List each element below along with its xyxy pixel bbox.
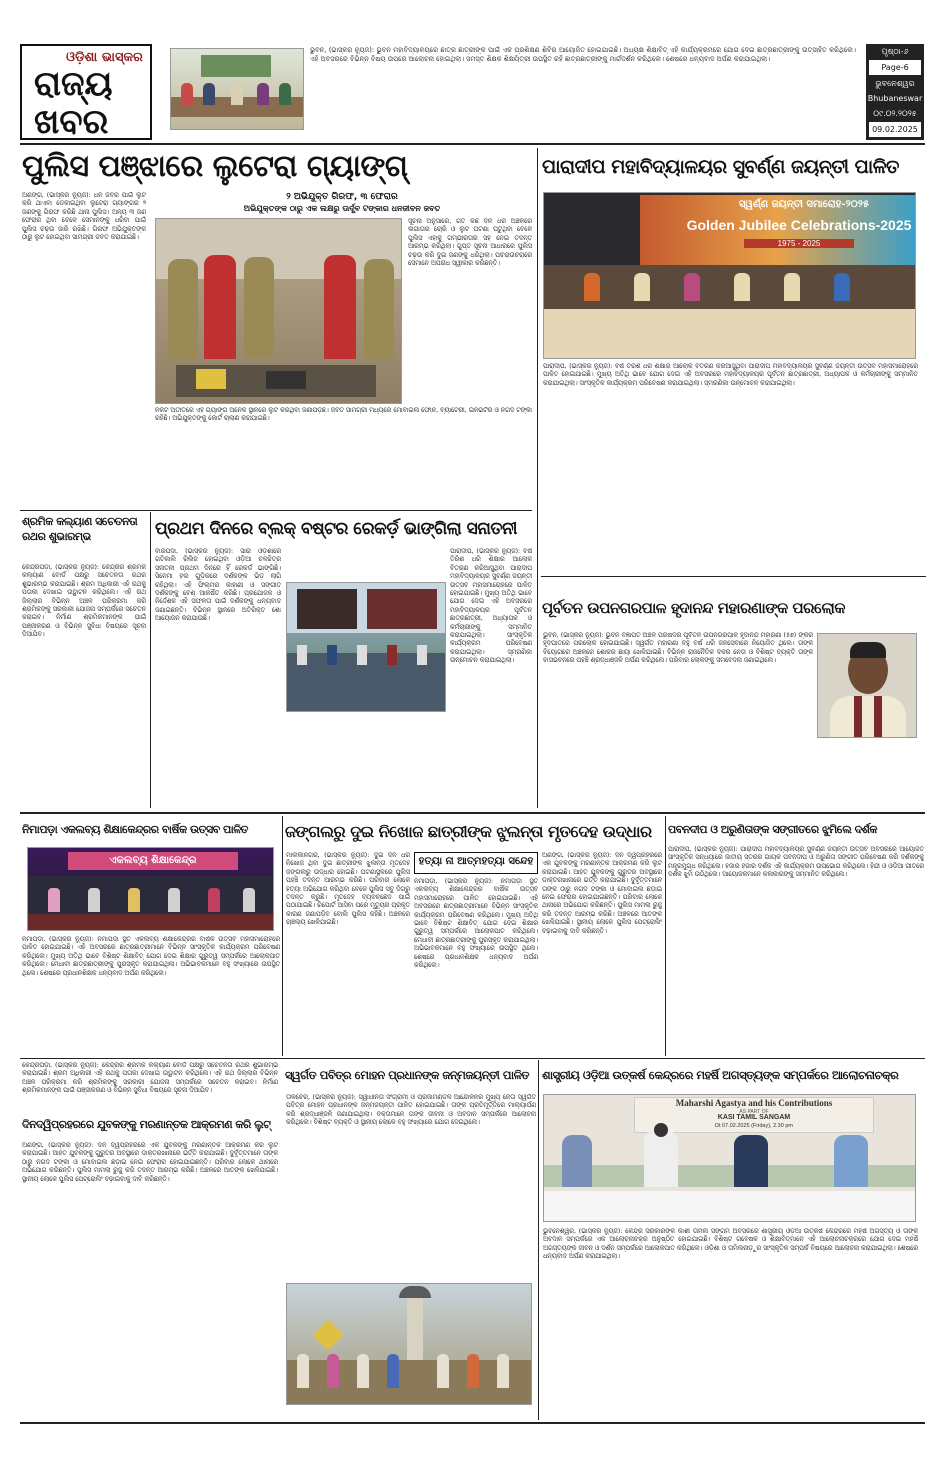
jubilee-banner-en: Golden Jubilee Celebrations-2025: [686, 217, 912, 233]
top-story-photo: [170, 48, 304, 130]
story8-text: ପାରାଦୀପ, (ଭାସ୍କର ନ୍ୟୁଜ): ପାରାଦୀପ ମହାବିଦ୍ୟାଳୟର ସୁବର୍ଣ୍ଣ ଜୟନ୍ତୀ ଉତ୍ସବ ଅବସରରେ ଆୟୋଜିତ ସାଂସ୍କୃତିକ ସନ୍ଧ୍ୟାରେ ଜାତୀୟ ସ୍ତରର ଗାୟକ ପବନଦୀପ ଓ ଅରୁଣିତା ସଙ୍ଗୀତ ପରିବେଷଣ କରି ଦର୍ଶକଙ୍କୁ ମନ୍ତ୍ରମୁଗ୍ଧ କରିଥିଲେ। ହଜାର ହଜାର ଦର୍ଶକ ଏହି କାର୍ଯ୍ୟକ୍ରମ ଉପଭୋଗ କରିଥିଲେ। ହିନ୍ଦୀ ଓ ଓଡ଼ିଆ ଗୀତରେ ଦର୍ଶକ ଝୁମି ଉଠିଥିଲେ। ଆୟୋଜକମାନେ କଳାକାରଙ୍କୁ ସମ୍ମାନିତ କରିଥିଲେ।: [668, 846, 924, 879]
masthead-line-2: ଖବର: [34, 102, 109, 142]
story1-subhead-1: ୨ ଅଭିଯୁକ୍ତ ଗିରଫ, ୩ ଫେରାର: [286, 192, 398, 202]
story5-headline: ପୂର୍ବତନ ଉପନଗରପାଳ ହୃଦାନନ୍ଦ ମହାରଣାଙ୍କ ପରଲୋକ: [542, 599, 845, 617]
column-divider-3: [282, 816, 283, 1056]
story9-headline: ଦିନଦ୍ୱିପ୍ରହରରେ ଯୁବକଙ୍କୁ ମରଣାନ୍ତକ ଆକ୍ରମଣ କରି ଲୁଟ୍: [22, 1118, 271, 1131]
story7-text-col3: ଅଣଙ୍ଗ, (ଭାସ୍କର ନ୍ୟୁଜ): ଦିନ ଦ୍ୱିପ୍ରହରରେ ଏକ ଯୁବକଙ୍କୁ ମରଣାନ୍ତକ ଆକ୍ରମଣ କରି ଲୁଟ କରାଯାଇଛି। ଆହତ ଯୁବକଙ୍କୁ ଗୁରୁତର ଅବସ୍ଥାରେ ଡାକ୍ତରଖାନାରେ ଭର୍ତ୍ତି କରାଯାଇଛି। ଦୁର୍ବୃତ୍ତମାନେ ତାଙ୍କ ଠାରୁ ନଗଦ ଟଙ୍କା ଓ ମୋବାଇଲ ଛଡ଼ାଇ ନେଇ ଫେରାର ହୋଇଯାଇଛନ୍ତି। ପରିବାର ଲୋକେ ଥାନାରେ ଅଭିଯୋଗ କରିଛନ୍ତି। ପୁଲିସ ମାମଲା ରୁଜୁ କରି ତଦନ୍ତ ଆରମ୍ଭ କରିଛି। ଅଞ୍ଚଳରେ ଆତଙ୍କ ଖେଳିଯାଇଛି। ସ୍ଥାନୀୟ ଲୋକେ ପୁଲିସ ପେଟ୍ରୋଲିଂ ବଢ଼ାଇବାକୁ ଦାବି କରିଛନ୍ତି।: [542, 852, 662, 935]
story11-text: ଭୁବନେଶ୍ୱର, (ଭାସ୍କର ନ୍ୟୁଜ): କେନ୍ଦ୍ର ସରକାରଙ୍କ କାଶୀ ତାମିଲ ସଙ୍ଗମ ଅବସରରେ ଶାସ୍ତ୍ରୀୟ ଓଡ଼ିଆ ଉତ୍କର୍ଷ କେନ୍ଦ୍ରରେ ମହର୍ଷି ଅଗସ୍ତ୍ୟ ଓ ତାଙ୍କ ଅବଦାନ ସମ୍ପର୍କରେ ଏକ ଆଲୋଚନାଚକ୍ର ଅନୁଷ୍ଠିତ ହୋଇଯାଇଛି। ବିଶିଷ୍ଟ ଗବେଷକ ଓ ଶିକ୍ଷାବିତ୍ମାନେ ଏହି ଆଲୋଚନାଚକ୍ରରେ ଯୋଗ ଦେଇ ମହର୍ଷି ଅଗସ୍ତ୍ୟଙ୍କ ଜୀବନ ଓ ଦର୍ଶନ ସମ୍ପର୍କରେ ଆଲୋକପାତ କରିଥିଲେ। ଓଡ଼ିଶା ଓ ତାମିଲନାଡ଼ୁର ସାଂସ୍କୃତିକ ସମ୍ପର୍କ ବିଷୟରେ ଆଲୋଚନା କରାଯାଇଥିଲା। ଶେଷରେ ଧନ୍ୟବାଦ ଅର୍ପଣ କରାଯାଇଥିଲା।: [543, 1228, 918, 1261]
story6-headline: ନିମାପଡ଼ା ଏକଲବ୍ୟ ଶିକ୍ଷାକେନ୍ଦ୍ରର ବାର୍ଷିକ ଉତ୍ସବ ପାଳିତ: [22, 823, 249, 836]
story2-divider: [541, 576, 926, 577]
story8-headline: ପବନଦୀପ ଓ ଅରୁଣିତାଙ୍କ ସଙ୍ଗୀତରେ ଝୁମିଲେ ଦର୍ଶକ: [668, 823, 878, 836]
story9-text: ଅଣଙ୍ଗ, (ଭାସ୍କର ନ୍ୟୁଜ): ଦିନ ଦ୍ୱିପ୍ରହରରେ ଏକ ଯୁବକଙ୍କୁ ମରଣାନ୍ତକ ଆକ୍ରମଣ କରି ଲୁଟ କରାଯାଇଛି। ଆହତ ଯୁବକଙ୍କୁ ଗୁରୁତର ଅବସ୍ଥାରେ ଡାକ୍ତରଖାନାରେ ଭର୍ତ୍ତି କରାଯାଇଛି। ଦୁର୍ବୃତ୍ତମାନେ ତାଙ୍କ ଠାରୁ ନଗଦ ଟଙ୍କା ଓ ମୋବାଇଲ ଛଡ଼ାଇ ନେଇ ଫେରାର ହୋଇଯାଇଛନ୍ତି। ପରିବାର ଲୋକେ ଥାନାରେ ଅଭିଯୋଗ କରିଛନ୍ତି। ପୁଲିସ ମାମଲା ରୁଜୁ କରି ତଦନ୍ତ ଆରମ୍ଭ କରିଛି। ଅଞ୍ଚଳରେ ଆତଙ୍କ ଖେଳିଯାଇଛି। ସ୍ଥାନୀୟ ଲୋକେ ପୁଲିସ ପେଟ୍ରୋଲିଂ ବଢ଼ାଇବାକୁ ଦାବି କରିଛନ୍ତି।: [22, 1142, 278, 1183]
story3-text: କେନ୍ଦ୍ରପଡ଼ା, (ଭାସ୍କର ନ୍ୟୁଜ): କେନ୍ଦ୍ରର ଶ୍ରମିକ କଲ୍ୟାଣ ବୋର୍ଡ ପକ୍ଷରୁ ସଚେତନତା ରଥର ଶୁଭାରମ୍ଭ କରାଯାଇଛି। ଶ୍ରମ ଅଧିକାରୀ ଏହି ରଥକୁ ପତାକା ଦେଖାଇ ଉଦ୍ଘାଟନ କରିଥିଲେ। ଏହି ରଥ ଜିଲ୍ଲାର ବିଭିନ୍ନ ଅଞ୍ଚଳ ପରିକ୍ରମା କରି ଶ୍ରମିକଙ୍କୁ ସରକାରୀ ଯୋଜନା ସମ୍ପର୍କରେ ସଚେତନ କରାଇବ। ନିର୍ମାଣ ଶ୍ରମିକମାନଙ୍କ ପାଇଁ ପଞ୍ଜୀକରଣ ଓ ବିଭିନ୍ନ ସୁବିଧା ବିଷୟରେ ସୂଚନା ଦିଆଯିବ।: [22, 564, 146, 639]
column-divider-5: [538, 1060, 539, 1420]
story3-headline: ଶ୍ରମିକ କଲ୍ୟାଣ ସଚେତନତା ରଥର ଶୁଭାରମ୍ଭ: [22, 515, 138, 543]
column-divider-2: [150, 512, 151, 808]
story5-text: ଭୁବନ, (ଭାସ୍କର ନ୍ୟୁଜ): ଭୁବନ ବିଜ୍ଞାପିତ ଅଞ୍ଚଳ ପରିଷଦର ପୂର୍ବତନ ଉପନଗରପାଳ ହୃଦାନନ୍ଦ ମହାରଣା (୫୭) ଙ୍କର ହୃଦଘାତରେ ପରଲୋକ ହୋଇଯାଇଛି। ସ୍ୱର୍ଗତ ମହାରଣା ବହୁ ବର୍ଷ ଧରି ଜନସେବାରେ ନିୟୋଜିତ ଥିଲେ। ତାଙ୍କ ବିୟୋଗରେ ଅଞ୍ଚଳରେ ଶୋକର ଛାୟା ଖେଳିଯାଇଛି। ବିଭିନ୍ନ ରାଜନୈତିକ ଦଳର ନେତା ଓ ବିଶିଷ୍ଟ ବ୍ୟକ୍ତି ତାଙ୍କ ବାସଭବନରେ ପହଞ୍ଚି ଶ୍ରଦ୍ଧାଞ୍ଜଳି ଅର୍ପଣ କରିଥିଲେ। ପରିବାର ଲୋକଙ୍କୁ ସମବେଦନା ଜଣାଇଥିଲେ।: [543, 632, 813, 665]
story6-photo: [27, 847, 274, 931]
story7-text-cont: ନିମାପଡ଼ା, (ଭାସ୍କର ନ୍ୟୁଜ): ନିମାପଡ଼ା ସ୍ଥିତ ଏକଲବ୍ୟ ଶିକ୍ଷାକେନ୍ଦ୍ରର ବାର୍ଷିକ ଉତ୍ସବ ମହାସମାରୋହରେ ପାଳିତ ହୋଇଯାଇଛି। ଏହି ଅବସରରେ ଛାତ୍ରଛାତ୍ରୀମାନେ ବିଭିନ୍ନ ସାଂସ୍କୃତିକ କାର୍ଯ୍ୟକ୍ରମ ପରିବେଷଣ କରିଥିଲେ। ମୁଖ୍ୟ ଅତିଥି ଭାବେ ବିଶିଷ୍ଟ ଶିକ୍ଷାବିତ୍ ଯୋଗ ଦେଇ ଶିକ୍ଷାର ଗୁରୁତ୍ୱ ସମ୍ପର୍କରେ ଆଲୋକପାତ କରିଥିଲେ। ମେଧାବୀ ଛାତ୍ରଛାତ୍ରୀଙ୍କୁ ପୁରସ୍କୃତ କରାଯାଇଥିଲା। ଅଭିଭାବକମାନେ ବହୁ ସଂଖ୍ୟାରେ ଉପସ୍ଥିତ ଥିଲେ। ଶେଷରେ ପ୍ରଧାନଶିକ୍ଷକ ଧନ୍ୟବାଦ ଅର୍ପଣ କରିଥିଲେ।: [414, 878, 538, 970]
story6-divider: [20, 1058, 282, 1059]
story4-text-cont: ପାରାଦୀପ, (ଭାସ୍କର ନ୍ୟୁଜ): ବର୍ଷ ତିରିଶ ଧରି ଶିକ୍ଷାର ଆଲୋକ ବିତରଣ କରିଆସୁଥିବା ପାରାଦୀପ ମହାବିଦ୍ୟାଳୟର ସୁବର୍ଣ୍ଣ ଜୟନ୍ତୀ ଉତ୍ସବ ମହାସମାରୋହରେ ପାଳିତ ହୋଇଯାଇଛି। ମୁଖ୍ୟ ଅତିଥି ଭାବେ ଯୋଗ ଦେଇ ଏହି ଅବସରରେ ମହାବିଦ୍ୟାଳୟର ପୂର୍ବତନ ଛାତ୍ରଛାତ୍ରୀ, ଅଧ୍ୟାପକ ଓ କର୍ମଚାରୀଙ୍କୁ ସମ୍ମାନିତ କରାଯାଇଥିଲା। ସାଂସ୍କୃତିକ କାର୍ଯ୍ୟକ୍ରମ ପରିବେଷଣ କରାଯାଇଥିଲା। ସ୍ମରଣିକା ଉନ୍ମୋଚନ କରାଯାଇଥିଲା।: [450, 548, 532, 665]
story4-text: ବାରିପଦା, (ଭାସ୍କର ନ୍ୟୁଜ): ସାରା ଓଡ଼ିଶାରେ ଗତିକାଲି ରିଲିଜ ହୋଇଥିବା ଓଡ଼ିଆ ଚଳଚ୍ଚିତ୍ର ସନାତନୀ ପ୍ରଥମ ଦିନରେ ହିଁ ରେକର୍ଡ ଭାଙ୍ଗିଛି। ସିନେମା ହଲ ଗୁଡ଼ିକରେ ଦର୍ଶକଙ୍କ ଭିଡ଼ ଲାଗି ରହିଥିଲା। ଏହି ଫିଲ୍ମର କାହାଣୀ ଓ ସଙ୍ଗୀତ ଦର୍ଶକଙ୍କୁ ବେଶ୍ ଆକର୍ଷିତ କରିଛି। ପ୍ରଯୋଜକ ଓ ନିର୍ଦ୍ଦେଶକ ଏହି ସଫଳତା ପାଇଁ ଦର୍ଶକଙ୍କୁ ଧନ୍ୟବାଦ ଜଣାଇଛନ୍ତି। ବିଭିନ୍ନ ସ୍ଥାନରେ ଅତିରିକ୍ତ ଶୋ ଆୟୋଜନ କରାଯାଉଛି।: [155, 548, 281, 623]
story7-headline: ଜଙ୍ଗଲରୁ ଦୁଇ ନିଖୋଜ ଛାତ୍ରୀଙ୍କ ଝୁଲନ୍ତା ମୃତଦେହ ଉଦ୍ଧାର: [285, 822, 652, 841]
story5-portrait: [817, 633, 917, 738]
story11-banner-title: Maharshi Agastya and his Contributions: [675, 1098, 833, 1108]
story1-text-a: ଅଣଙ୍ଗ, (ଭାସ୍କର ନ୍ୟୁଜ): ଧନ ଜବର ପାଇଁ ଲୁଟ କରି ଥାଏବା ଡେକାଇଥିବା ଲୁଟେରା ଗ୍ୟାଙ୍ଗର ୨ ଜଣଙ୍କୁ ଗିରଫ କରିଛି ଥାନା ପୁଲିସ। ଅନ୍ୟ ୩ ଜଣ ଫେରାର ଥିବା ବେଳେ ସେମାନଙ୍କୁ ଧରିବା ପାଇଁ ପୁଲିସ ଚଢ଼ଉ ଜାରି ରଖିଛି। ଗିରଫ ଅଭିଯୁକ୍ତଙ୍କ ଠାରୁ ଲୁଟ ହୋଇଥିବା ସାମଗ୍ରୀ ଜବତ କରାଯାଇଛି।: [22, 192, 146, 242]
page-info: [866, 44, 924, 140]
story11-photo: [543, 1094, 916, 1222]
story11-banner-sub: AS PART OF: [739, 1109, 769, 1115]
story11-banner-date: Dt 07.02.2025 (Friday), 2.30 pm: [715, 1123, 793, 1129]
masthead-paper-name: ଓଡ଼ିଶା ଭାସ୍କର: [66, 50, 143, 65]
top-story-text: ଭୁବନ, (ଭାସ୍କର ନ୍ୟୁଜ): ଭୁବନ ମହାବିଦ୍ୟାଳୟରେ ଛାତ୍ର ଛାତ୍ରୀଙ୍କ ପାଇଁ ଏକ ପ୍ରଶିକ୍ଷଣ ଶିବିର ଆୟୋଜିତ ହୋଇଯାଇଛି। ଅଧ୍ୟକ୍ଷ ଶିକ୍ଷାବିତ୍ ଏହି କାର୍ଯ୍ୟକ୍ରମରେ ଯୋଗ ଦେଇ ଛାତ୍ରଛାତ୍ରୀଙ୍କୁ ଉତ୍ସାହିତ କରିଥିଲେ। ଏହି ଅବସରରେ ବିଭିନ୍ନ ବିଷୟ ଉପରେ ଆଲୋଚନା ହୋଇଥିଲା। ସମସ୍ତ ଶିକ୍ଷକ ଶିକ୍ଷୟିତ୍ରୀ ଉପସ୍ଥିତ ରହି ଛାତ୍ରଛାତ୍ରୀଙ୍କୁ ମାର୍ଗଦର୍ଶନ କରିଥିଲେ। ଶେଷରେ ଧନ୍ୟବାଦ ଅର୍ପଣ କରାଯାଇଥିଲା।: [310, 46, 856, 63]
story1-text-b: ସୂଚନା ଅନୁସାରେ, ଗତ କିଛି ଦିନ ଧରି ଅଞ୍ଚଳରେ ଲଗାତାର ଚୋରି ଓ ଲୁଟ ଘଟଣା ଘଟୁଥିବା ବେଳେ ପୁଲିସ ଏହାକୁ ଗମ୍ଭୀରତାର ସହ ନେଇ ତଦନ୍ତ ଆରମ୍ଭ କରିଥିଲା। ଗୁପ୍ତ ସୂଚନା ଆଧାରରେ ପୁଲିସ ଚଢ଼ଉ କରି ଦୁଇ ଜଣଙ୍କୁ ଧରିଥିଲା। ପଚରାଉଚରାରେ ସେମାନେ ଅପରାଧ ସ୍ୱୀକାର କରିଛନ୍ତି।: [408, 218, 532, 268]
city-odia: ଭୁବନେଶ୍ୱର: [875, 79, 915, 88]
lower-divider: [282, 1058, 925, 1059]
date-odia: ୦୯.୦୨.୨୦୨୫: [873, 109, 917, 118]
story10-headline: ସ୍ୱର୍ଗତ ପବିତ୍ର ମୋହନ ପ୍ରଧାନଙ୍କ ଜନ୍ମଜୟନ୍ତୀ ପାଳିତ: [285, 1068, 530, 1082]
story4-headline: ପ୍ରଥମ ଦିନରେ ବ୍ଲକ୍ ବଷ୍ଟର ରେକର୍ଡ଼ ଭାଙ୍ଗିଲା ସନାତନୀ: [155, 519, 517, 539]
story6-photo-banner: ଏକଲବ୍ୟ ଶିକ୍ଷାକେନ୍ଦ୍ର: [68, 852, 238, 870]
story2-headline: ପାରାଦୀପ ମହାବିଦ୍ୟାଳୟର ସୁବର୍ଣ୍ଣ ଜୟନ୍ତୀ ପାଳିତ: [542, 156, 899, 178]
story2-text: ପାରାଦୀପ, (ଭାସ୍କର ନ୍ୟୁଜ): ବର୍ଷ ତିରିଶ ଧରି ଶିକ୍ଷାର ଆଲୋକ ବିତରଣ କରିଆସୁଥିବା ପାରାଦୀପ ମହାବିଦ୍ୟାଳୟର ସୁବର୍ଣ୍ଣ ଜୟନ୍ତୀ ଉତ୍ସବ ମହାସମାରୋହରେ ପାଳିତ ହୋଇଯାଇଛି। ମୁଖ୍ୟ ଅତିଥି ଭାବେ ଯୋଗ ଦେଇ ଏହି ଅବସରରେ ମହାବିଦ୍ୟାଳୟର ପୂର୍ବତନ ଛାତ୍ରଛାତ୍ରୀ, ଅଧ୍ୟାପକ ଓ କର୍ମଚାରୀଙ୍କୁ ସମ୍ମାନିତ କରାଯାଇଥିଲା। ସାଂସ୍କୃତିକ କାର୍ଯ୍ୟକ୍ରମ ପରିବେଷଣ କରାଯାଇଥିଲା। ସ୍ମରଣିକା ଉନ୍ମୋଚନ କରାଯାଇଥିଲା।: [543, 363, 918, 387]
story7-quote: ହତ୍ୟା ନା ଆତ୍ମହତ୍ୟା ସନ୍ଦେହ: [418, 856, 534, 867]
story11-banner-event: KASI TAMIL SANGAM: [717, 1114, 791, 1121]
masthead: [20, 44, 152, 140]
story4-photo: [286, 582, 446, 712]
city-en: Bhubaneswar: [867, 94, 923, 103]
story1-subhead-2: ଅଭିଯୁକ୍ତଙ୍କ ଠାରୁ ଏକ ଲକ୍ଷରୁ ଊର୍ଦ୍ଧ୍ବ ଟଙ୍କାର ଧନଜୀବନ ଜବତ: [243, 204, 441, 213]
jubilee-banner-years: 1975 - 2025: [744, 239, 854, 248]
column-divider-4: [665, 816, 666, 1056]
middle-divider: [20, 812, 925, 814]
story1-text-c: ନିକଟ ଅତୀତରେ ଏହି ଗ୍ୟାଙ୍ଗ ଅନେକ ସ୍ଥାନରେ ଲୁଟ କରିଥିବା ଜଣାପଡ଼ିଛି। ଜବତ ସାମଗ୍ରୀ ମଧ୍ୟରେ ମୋବାଇଲ ଫୋନ, ବ୍ୟାଟେରୀ, ଇନଭର୍ଟର ଓ ନଗଦ ଟଙ୍କା ରହିଛି। ଅଭିଯୁକ୍ତଙ୍କୁ କୋର୍ଟ ଚାଲାଣ କରାଯାଇଛି।: [155, 407, 532, 423]
story7-text: ମାଲକାନଗିରି, (ଭାସ୍କର ନ୍ୟୁଜ): ଦୁଇ ଦିନ ଧରି ନିଖୋଜ ଥିବା ଦୁଇ ଛାତ୍ରୀଙ୍କ ଝୁଲନ୍ତା ମୃତଦେହ ଜଙ୍ଗଲରୁ ଉଦ୍ଧାର ହୋଇଛି। ଘଟଣାସ୍ଥଳରେ ପୁଲିସ ପହଞ୍ଚି ତଦନ୍ତ ଆରମ୍ଭ କରିଛି। ପରିବାର ଲୋକେ ହତ୍ୟା ଅଭିଯୋଗ କରିଥିବା ବେଳେ ପୁଲିସ ସବୁ ଦିଗରୁ ତଦନ୍ତ କରୁଛି। ମୃତଦେହ ବ୍ୟବଚ୍ଛେଦ ପାଇଁ ପଠାଯାଇଛି। ରିପୋର୍ଟ ଆସିବା ପରେ ମୃତ୍ୟୁର ପ୍ରକୃତ କାରଣ ଜଣାପଡ଼ିବ ବୋଲି ପୁଲିସ କହିଛି। ଅଞ୍ଚଳରେ ଚାଞ୍ଚଲ୍ୟ ଖେଳିଯାଇଛି।: [286, 852, 410, 927]
story6-text: ନିମାପଡ଼ା, (ଭାସ୍କର ନ୍ୟୁଜ): ନିମାପଡ଼ା ସ୍ଥିତ ଏକଲବ୍ୟ ଶିକ୍ଷାକେନ୍ଦ୍ରର ବାର୍ଷିକ ଉତ୍ସବ ମହାସମାରୋହରେ ପାଳିତ ହୋଇଯାଇଛି। ଏହି ଅବସରରେ ଛାତ୍ରଛାତ୍ରୀମାନେ ବିଭିନ୍ନ ସାଂସ୍କୃତିକ କାର୍ଯ୍ୟକ୍ରମ ପରିବେଷଣ କରିଥିଲେ। ମୁଖ୍ୟ ଅତିଥି ଭାବେ ବିଶିଷ୍ଟ ଶିକ୍ଷାବିତ୍ ଯୋଗ ଦେଇ ଶିକ୍ଷାର ଗୁରୁତ୍ୱ ସମ୍ପର୍କରେ ଆଲୋକପାତ କରିଥିଲେ। ମେଧାବୀ ଛାତ୍ରଛାତ୍ରୀଙ୍କୁ ପୁରସ୍କୃତ କରାଯାଇଥିଲା। ଅଭିଭାବକମାନେ ବହୁ ସଂଖ୍ୟାରେ ଉପସ୍ଥିତ ଥିଲେ। ଶେଷରେ ପ୍ରଧାନଶିକ୍ଷକ ଧନ୍ୟବାଦ ଅର୍ପଣ କରିଥିଲେ।: [22, 936, 280, 977]
jubilee-banner-odia: ସ୍ୱର୍ଣ୍ଣ ଜୟନ୍ତୀ ସମାରୋହ-୨୦୨୫: [738, 199, 870, 210]
story1-photo: [155, 218, 402, 404]
story2-photo: [543, 192, 916, 359]
story1-headline: ପୁଲିସ ପଞ୍ଝାରେ ଲୁଟେରା ଗ୍ୟାଙ୍ଗ୍: [22, 149, 408, 184]
date-en: 09.02.2025: [869, 122, 921, 137]
story7-quote-box: [414, 852, 538, 874]
masthead-divider: [20, 143, 925, 145]
bottom-rule: [20, 1422, 925, 1424]
page-number-odia: ପୃଷ୍ଠା-୬: [881, 47, 909, 56]
masthead-line-1: ରାଜ୍ୟ: [34, 64, 113, 104]
page-number-en: Page-6: [869, 60, 921, 75]
story11-headline: ଶାସ୍ତ୍ରୀୟ ଓଡ଼ିଆ ଉତ୍କର୍ଷ କେନ୍ଦ୍ରରେ ମହର୍ଷି ଅଗସ୍ତ୍ୟଙ୍କ ସମ୍ପର୍କରେ ଆଲୋଚନାଚକ୍ର: [542, 1068, 899, 1082]
story10-photo: [286, 1283, 532, 1405]
story1-divider: [20, 510, 532, 511]
story9-text-top: କେନ୍ଦ୍ରପଡ଼ା, (ଭାସ୍କର ନ୍ୟୁଜ): କେନ୍ଦ୍ରର ଶ୍ରମିକ କଲ୍ୟାଣ ବୋର୍ଡ ପକ୍ଷରୁ ସଚେତନତା ରଥର ଶୁଭାରମ୍ଭ କରାଯାଇଛି। ଶ୍ରମ ଅଧିକାରୀ ଏହି ରଥକୁ ପତାକା ଦେଖାଇ ଉଦ୍ଘାଟନ କରିଥିଲେ। ଏହି ରଥ ଜିଲ୍ଲାର ବିଭିନ୍ନ ଅଞ୍ଚଳ ପରିକ୍ରମା କରି ଶ୍ରମିକଙ୍କୁ ସରକାରୀ ଯୋଜନା ସମ୍ପର୍କରେ ସଚେତନ କରାଇବ। ନିର୍ମାଣ ଶ୍ରମିକମାନଙ୍କ ପାଇଁ ପଞ୍ଜୀକରଣ ଓ ବିଭିନ୍ନ ସୁବିଧା ବିଷୟରେ ସୂଚନା ଦିଆଯିବ।: [22, 1062, 278, 1095]
story10-text: ତାଳଚେର, (ଭାସ୍କର ନ୍ୟୁଜ): ସ୍ୱାଧୀନତା ସଂଗ୍ରାମୀ ଓ ପ୍ରଜାମଣ୍ଡଳ ଆନ୍ଦୋଳନର ମୁଖ୍ୟ ନେତା ସ୍ୱର୍ଗତ ପବିତ୍ର ମୋହନ ପ୍ରଧାନଙ୍କ ଜନ୍ମଜୟନ୍ତୀ ପାଳିତ ହୋଇଯାଇଛି। ତାଙ୍କ ପ୍ରତିମୂର୍ତ୍ତିରେ ମାଲ୍ୟାର୍ପଣ କରି ଶ୍ରଦ୍ଧାଞ୍ଜଳି ଜଣାଯାଇଥିଲା। ବକ୍ତାମାନେ ତାଙ୍କ ଜୀବନୀ ଓ ଅବଦାନ ସମ୍ପର୍କରେ ଆଲୋଚନା କରିଥିଲେ। ବିଶିଷ୍ଟ ବ୍ୟକ୍ତି ଓ ସ୍ଥାନୀୟ ଲୋକେ ବହୁ ସଂଖ୍ୟାରେ ଯୋଗ ଦେଇଥିଲେ।: [286, 1094, 536, 1127]
column-divider-1: [537, 148, 538, 808]
